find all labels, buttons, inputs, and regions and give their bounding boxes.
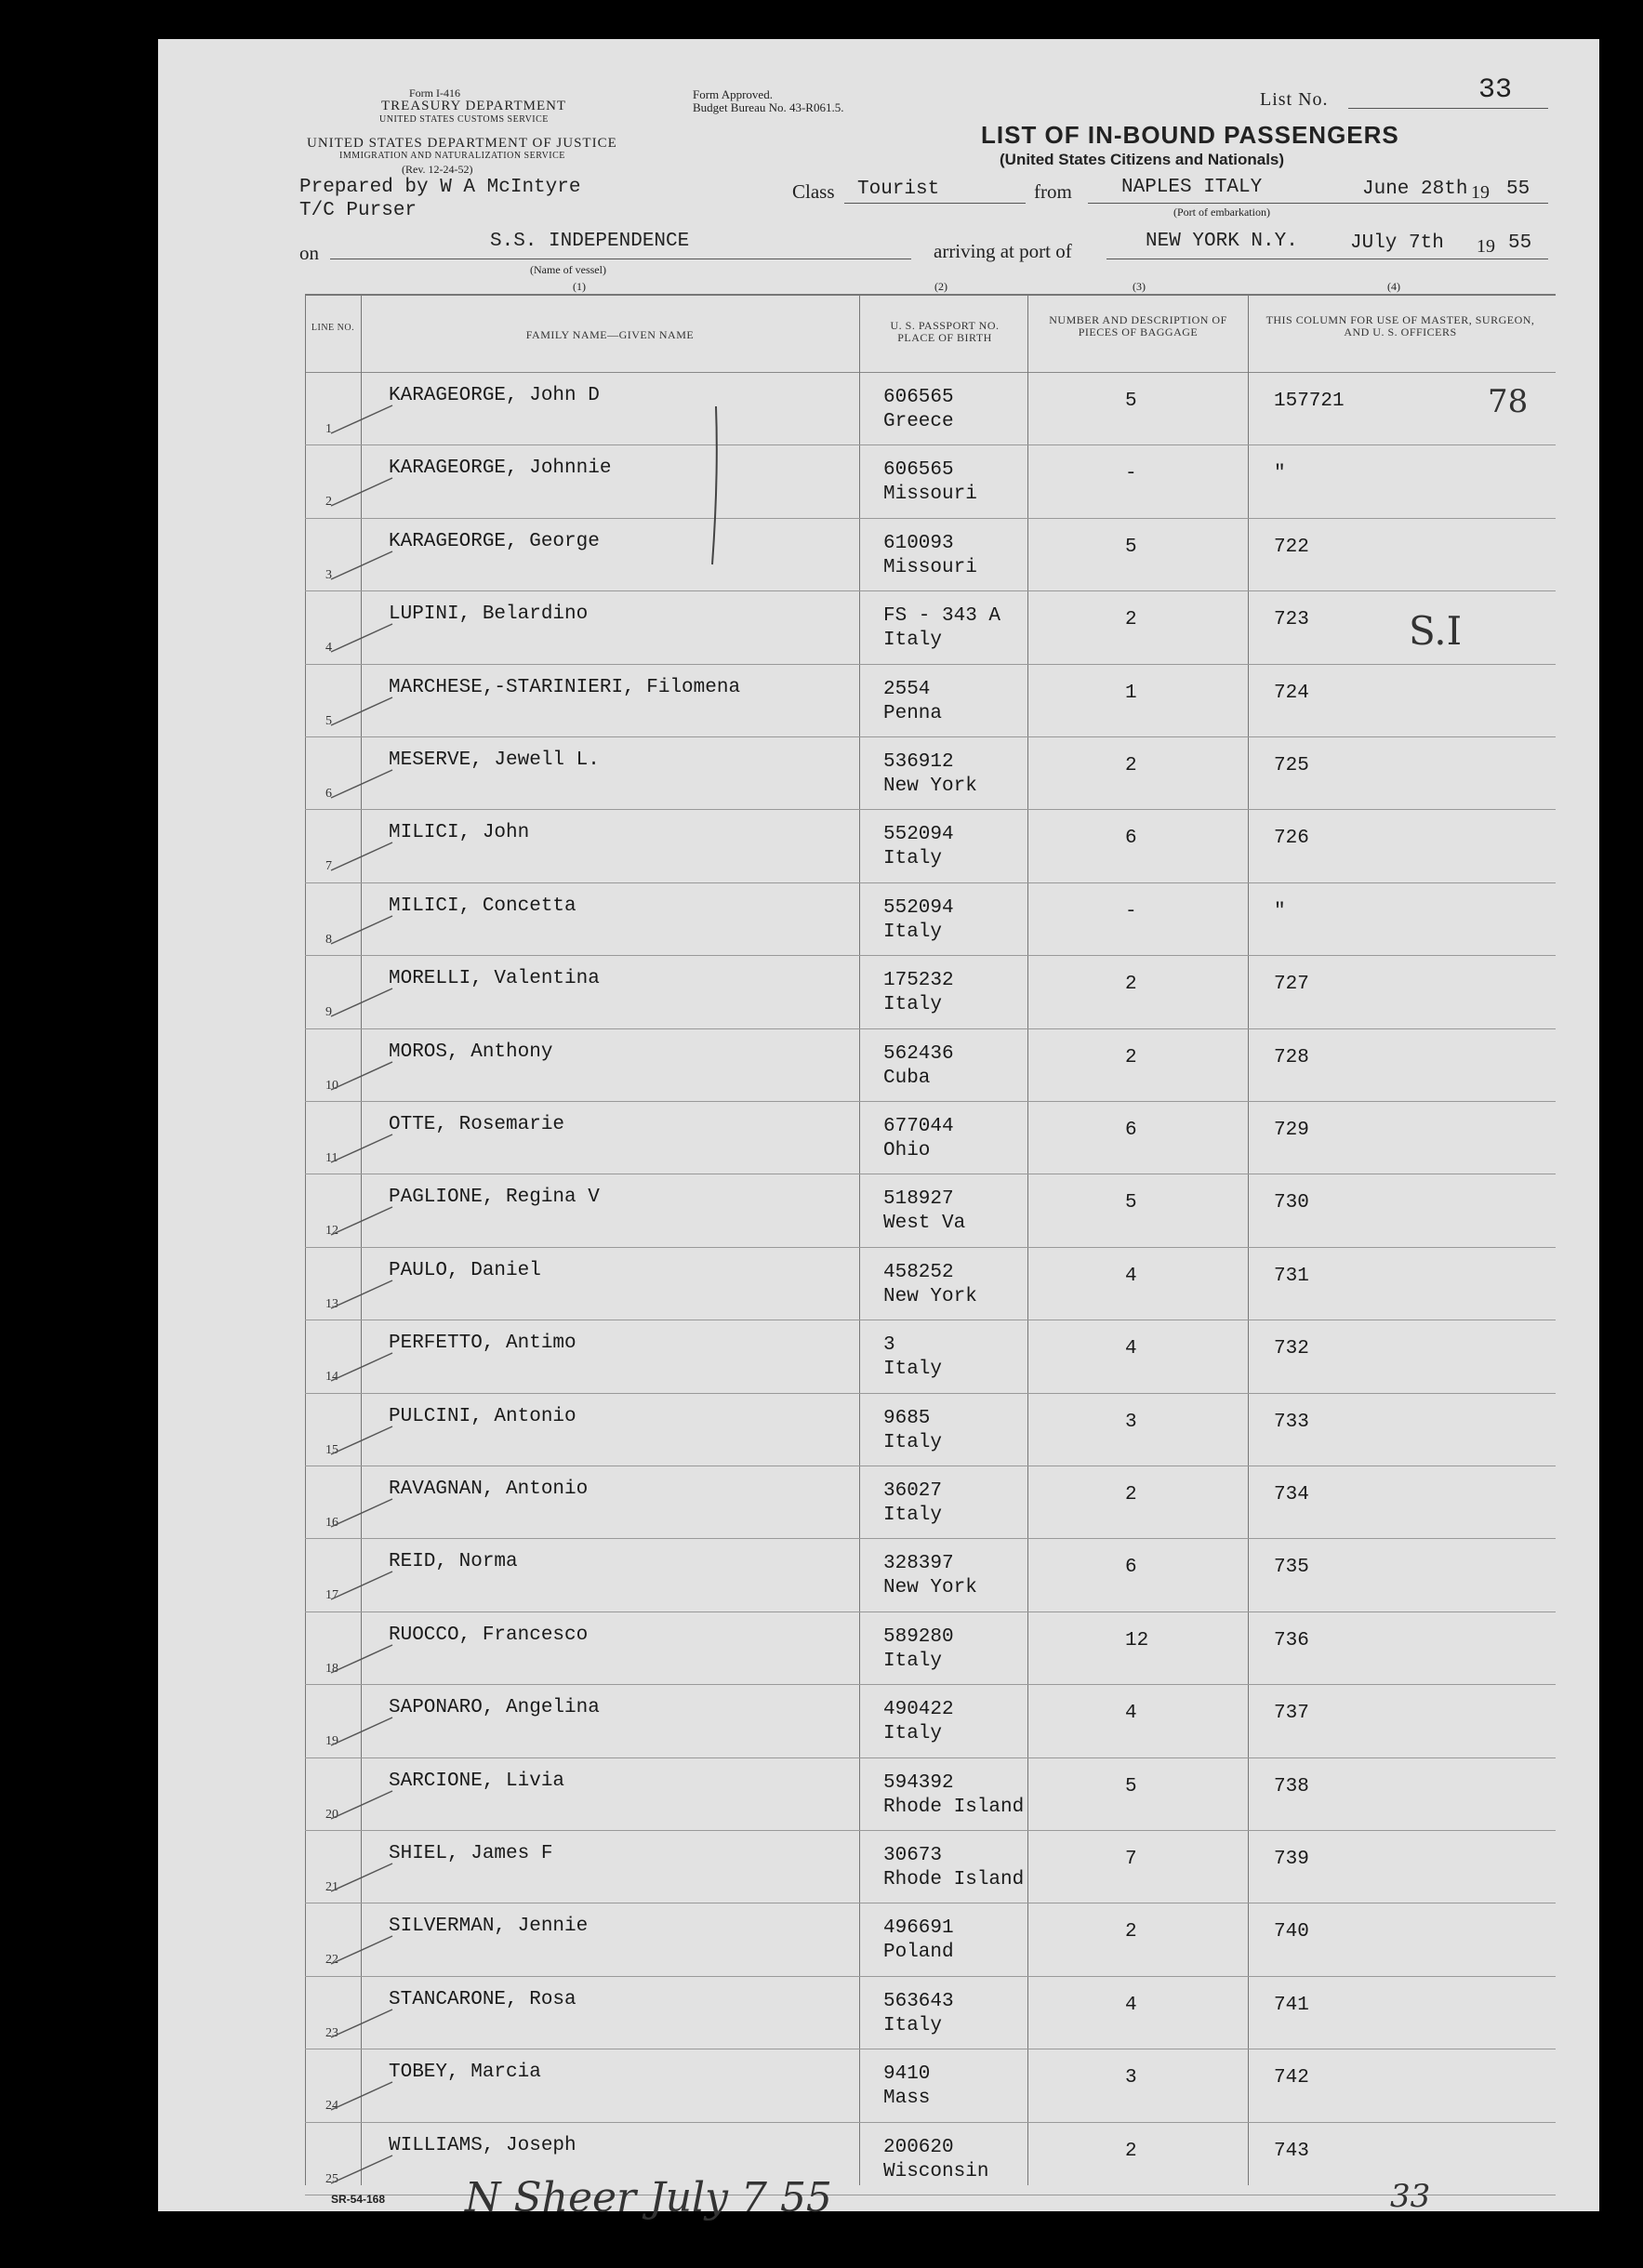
line-number: 7	[325, 859, 332, 874]
officer-number: 731	[1274, 1265, 1309, 1287]
passenger-name: PULCINI, Antonio	[389, 1405, 576, 1427]
handwritten-si-mark: S.I	[1409, 608, 1463, 654]
check-stroke-icon	[327, 764, 402, 802]
place-of-birth: Italy	[883, 1505, 943, 1526]
line-number: 8	[325, 932, 332, 947]
place-of-birth: Penna	[883, 702, 943, 724]
line-number: 25	[325, 2171, 338, 2186]
check-stroke-icon	[327, 2004, 402, 2041]
baggage-count: 4	[1125, 1994, 1137, 2016]
department-of-justice: UNITED STATES DEPARTMENT OF JUSTICE	[307, 136, 617, 151]
year-prefix-departure: 19	[1471, 182, 1490, 203]
passenger-name: KARAGEORGE, Johnnie	[389, 458, 612, 480]
line-number: 10	[325, 1078, 338, 1093]
officer-number: 726	[1274, 828, 1309, 850]
check-stroke-icon	[327, 2150, 402, 2187]
passenger-name: MARCHESE,-STARINIERI, Filomena	[389, 676, 741, 698]
officer-number: 737	[1274, 1703, 1309, 1725]
officer-number: 722	[1274, 536, 1309, 558]
passport-number: 606565	[883, 387, 954, 408]
officer-number: 724	[1274, 682, 1309, 704]
baggage-count: 2	[1125, 1921, 1137, 1943]
passport-number: 518927	[883, 1188, 954, 1211]
officer-number: 735	[1274, 1557, 1309, 1579]
place-of-birth: Italy	[883, 921, 943, 943]
line-number: 15	[325, 1442, 338, 1457]
passport-number: 458252	[883, 1261, 954, 1283]
check-stroke-icon	[327, 2076, 402, 2114]
vessel-name: S.S. INDEPENDENCE	[490, 231, 690, 252]
line-number: 12	[325, 1224, 338, 1239]
prepared-by: Prepared by W A McIntyre	[299, 177, 581, 198]
column-number-1: (1)	[573, 280, 586, 293]
officer-number: "	[1274, 463, 1286, 485]
passenger-name: KARAGEORGE, John D	[389, 385, 600, 406]
place-of-birth: Italy	[883, 1650, 943, 1672]
officer-number: 740	[1274, 1921, 1309, 1943]
check-stroke-icon	[327, 1712, 402, 1749]
passenger-name: WILLIAMS, Joseph	[389, 2134, 576, 2156]
place-of-birth: Mass	[883, 2088, 931, 2110]
treasury-department: TREASURY DEPARTMENT	[381, 99, 567, 113]
check-stroke-icon	[327, 1129, 402, 1166]
passenger-name: SARCIONE, Livia	[389, 1770, 565, 1792]
immigration-service: IMMIGRATION AND NATURALIZATION SERVICE	[339, 151, 565, 161]
check-stroke-icon	[327, 1785, 402, 1823]
handwritten-page-number: 33	[1390, 2178, 1431, 2215]
arrival-year: 55	[1508, 232, 1532, 254]
customs-service: UNITED STATES CUSTOMS SERVICE	[379, 114, 549, 125]
passenger-name: PAGLIONE, Regina V	[389, 1187, 600, 1209]
check-stroke-icon	[327, 400, 402, 437]
passport-number: 552094	[883, 896, 954, 919]
check-stroke-icon	[327, 546, 402, 583]
passenger-name: STANCARONE, Rosa	[389, 1988, 576, 2010]
place-of-birth: Italy	[883, 630, 943, 652]
passport-number: FS - 343 A	[883, 605, 1001, 628]
passport-number: 536912	[883, 751, 954, 773]
checkmark-bracket-icon	[707, 402, 725, 569]
line-number: 3	[325, 567, 332, 582]
line-number: 11	[325, 1151, 338, 1165]
check-stroke-icon	[327, 1493, 402, 1531]
passenger-name: PAULO, Daniel	[389, 1259, 541, 1281]
baggage-count: 2	[1125, 609, 1137, 631]
officer-number: 733	[1274, 1411, 1309, 1433]
baggage-count: 2	[1125, 1484, 1137, 1505]
passenger-name: PERFETTO, Antimo	[389, 1333, 576, 1355]
passport-number: 552094	[883, 824, 954, 846]
passport-number: 589280	[883, 1625, 954, 1648]
passport-number: 9410	[883, 2063, 931, 2086]
baggage-count: 2	[1125, 2140, 1137, 2162]
embarkation-caption: (Port of embarkation)	[1173, 206, 1270, 219]
officer-number: 732	[1274, 1338, 1309, 1360]
document-subtitle: (United States Citizens and Nationals)	[1000, 151, 1285, 168]
column-number-2: (2)	[934, 280, 947, 293]
check-stroke-icon	[327, 1421, 402, 1458]
officer-number: 742	[1274, 2067, 1309, 2089]
form-revision: (Rev. 12-24-52)	[402, 163, 473, 176]
place-of-birth: Wisconsin	[883, 2160, 989, 2182]
column-header-name: FAMILY NAME—GIVEN NAME	[525, 328, 695, 341]
passport-number: 562436	[883, 1042, 954, 1065]
passport-number: 2554	[883, 678, 931, 700]
on-label: on	[299, 242, 319, 264]
passenger-name: MOROS, Anthony	[389, 1041, 553, 1063]
line-number: 13	[325, 1296, 338, 1311]
line-number: 20	[325, 1807, 338, 1822]
officer-number: 727	[1274, 974, 1309, 996]
baggage-count: 6	[1125, 828, 1137, 850]
place-of-birth: New York	[883, 776, 977, 797]
passport-number: 30673	[883, 1845, 943, 1866]
passenger-name: MORELLI, Valentina	[389, 968, 600, 990]
officer-number: 743	[1274, 2140, 1309, 2162]
check-stroke-icon	[327, 1201, 402, 1239]
line-number: 14	[325, 1370, 338, 1385]
officer-number: 739	[1274, 1849, 1309, 1870]
officer-number: 157721	[1274, 391, 1345, 412]
passport-number: 606565	[883, 459, 954, 482]
officer-number: 725	[1274, 755, 1309, 776]
officer-number: 723	[1274, 609, 1309, 631]
check-stroke-icon	[327, 1930, 402, 1968]
place-of-birth: West Va	[883, 1213, 966, 1235]
budget-bureau: Budget Bureau No. 43-R061.5.	[693, 100, 844, 114]
line-number: 17	[325, 1588, 338, 1603]
arriving-label: arriving at port of	[934, 240, 1072, 262]
baggage-count: 2	[1125, 755, 1137, 776]
line-number: 23	[325, 2025, 338, 2040]
line-number: 5	[325, 713, 332, 728]
check-stroke-icon	[327, 1056, 402, 1094]
place-of-birth: Missouri	[883, 556, 977, 578]
baggage-count: 6	[1125, 1120, 1137, 1141]
place-of-birth: New York	[883, 1285, 977, 1307]
passport-number: 175232	[883, 970, 954, 992]
officer-number: 729	[1274, 1120, 1309, 1141]
form-code: SR-54-168	[331, 2193, 386, 2206]
baggage-count: 12	[1125, 1629, 1149, 1651]
passenger-name: LUPINI, Belardino	[389, 603, 589, 626]
passenger-name: MESERVE, Jewell L.	[389, 749, 600, 771]
form-approved: Form Approved.	[693, 87, 773, 101]
passenger-name: RUOCCO, Francesco	[389, 1624, 589, 1646]
baggage-count: -	[1125, 900, 1137, 922]
place-of-birth: Italy	[883, 1431, 943, 1453]
passport-number: 3	[883, 1334, 895, 1357]
baggage-count: 5	[1125, 536, 1137, 558]
baggage-count: 6	[1125, 1557, 1137, 1579]
line-number: 22	[325, 1953, 338, 1968]
port-of-embarkation: NAPLES ITALY	[1121, 177, 1263, 198]
line-number: 19	[325, 1734, 338, 1749]
form-number: Form I-416	[409, 86, 460, 99]
passenger-name: MILICI, John	[389, 822, 530, 844]
place-of-birth: Italy	[883, 848, 943, 870]
place-of-birth: Rhode Island	[883, 1796, 1025, 1818]
departure-year: 55	[1506, 179, 1530, 200]
passenger-name: RAVAGNAN, Antonio	[389, 1479, 589, 1500]
officer-number: 736	[1274, 1629, 1309, 1651]
baggage-count: 5	[1125, 1775, 1137, 1797]
line-number: 2	[325, 495, 332, 510]
baggage-count: 2	[1125, 974, 1137, 996]
passenger-name: MILICI, Concetta	[389, 895, 576, 917]
year-prefix-arrival: 19	[1477, 236, 1495, 257]
place-of-birth: New York	[883, 1577, 977, 1599]
class-label: Class	[792, 180, 835, 203]
place-of-birth: Cuba	[883, 1067, 931, 1089]
baggage-count: -	[1125, 463, 1137, 485]
column-number-3: (3)	[1133, 280, 1146, 293]
place-of-birth: Ohio	[883, 1140, 931, 1161]
place-of-birth: Italy	[883, 1723, 943, 1745]
officer-number: 728	[1274, 1046, 1309, 1068]
passenger-name: SAPONARO, Angelina	[389, 1697, 600, 1719]
departure-date: June 28th	[1362, 179, 1468, 200]
arrival-port: NEW YORK N.Y.	[1146, 231, 1298, 252]
line-number: 1	[325, 422, 332, 436]
passport-number: 677044	[883, 1116, 954, 1137]
officer-number: 730	[1274, 1192, 1309, 1214]
line-number: 18	[325, 1661, 338, 1676]
preparer-title: T/C Purser	[299, 200, 417, 221]
check-stroke-icon	[327, 910, 402, 948]
place-of-birth: Rhode Island	[883, 1869, 1025, 1890]
passport-number: 36027	[883, 1480, 943, 1502]
place-of-birth: Greece	[883, 411, 954, 432]
check-stroke-icon	[327, 1275, 402, 1312]
check-stroke-icon	[327, 1566, 402, 1603]
check-stroke-icon	[327, 618, 402, 656]
check-stroke-icon	[327, 837, 402, 874]
passport-number: 563643	[883, 1990, 954, 2012]
column-header-baggage: NUMBER AND DESCRIPTION OF PIECES OF BAGGAGE	[1049, 313, 1227, 338]
baggage-count: 5	[1125, 1192, 1137, 1214]
line-number: 9	[325, 1005, 332, 1020]
baggage-count: 3	[1125, 2067, 1137, 2089]
handwritten-mark-78: 78	[1488, 383, 1529, 420]
baggage-count: 2	[1125, 1046, 1137, 1068]
baggage-count: 4	[1125, 1338, 1137, 1360]
check-stroke-icon	[327, 692, 402, 729]
passport-number: 594392	[883, 1771, 954, 1794]
arrival-date: JUly 7th	[1350, 232, 1444, 254]
baggage-count: 4	[1125, 1703, 1137, 1725]
passenger-manifest-page	[158, 39, 1599, 2222]
passenger-name: OTTE, Rosemarie	[389, 1114, 565, 1135]
vessel-caption: (Name of vessel)	[530, 263, 606, 276]
check-stroke-icon	[327, 472, 402, 510]
passenger-name: SHIEL, James F	[389, 1843, 553, 1864]
list-number-label: List No.	[1260, 89, 1329, 110]
document-title: LIST OF IN-BOUND PASSENGERS	[981, 121, 1399, 149]
passenger-name: TOBEY, Marcia	[389, 2062, 541, 2084]
column-header-officers: THIS COLUMN FOR USE OF MASTER, SURGEON, AND U. S. OFFICERS	[1265, 313, 1535, 338]
handwritten-signature: N Sheer July 7 55	[465, 2174, 832, 2222]
passport-number: 200620	[883, 2136, 954, 2158]
officer-number: 738	[1274, 1775, 1309, 1797]
passport-number: 610093	[883, 532, 954, 554]
check-stroke-icon	[327, 1858, 402, 1895]
from-label: from	[1034, 180, 1072, 203]
class-value: Tourist	[857, 179, 940, 200]
line-number: 21	[325, 1880, 338, 1894]
column-header-line-no: LINE NO.	[311, 323, 355, 333]
line-number: 24	[325, 2099, 338, 2114]
passenger-name: SILVERMAN, Jennie	[389, 1916, 589, 1938]
passport-number: 496691	[883, 1917, 954, 1940]
column-header-passport: U. S. PASSPORT NO. PLACE OF BIRTH	[890, 319, 1000, 344]
passport-number: 328397	[883, 1553, 954, 1575]
place-of-birth: Missouri	[883, 484, 977, 506]
passport-number: 490422	[883, 1699, 954, 1721]
passport-number: 9685	[883, 1407, 931, 1429]
baggage-count: 1	[1125, 682, 1137, 704]
officer-number: 734	[1274, 1484, 1309, 1505]
baggage-count: 5	[1125, 391, 1137, 412]
baggage-count: 4	[1125, 1265, 1137, 1287]
baggage-count: 3	[1125, 1411, 1137, 1433]
line-number: 6	[325, 787, 332, 801]
passenger-name: KARAGEORGE, George	[389, 530, 600, 552]
place-of-birth: Italy	[883, 1359, 943, 1381]
place-of-birth: Italy	[883, 994, 943, 1016]
line-number: 4	[325, 641, 332, 656]
check-stroke-icon	[327, 1347, 402, 1385]
baggage-count: 7	[1125, 1849, 1137, 1870]
officer-number: 741	[1274, 1994, 1309, 2016]
line-number: 16	[325, 1516, 338, 1530]
check-stroke-icon	[327, 1639, 402, 1677]
list-number: 33	[1478, 74, 1513, 106]
place-of-birth: Poland	[883, 1942, 954, 1964]
officer-number: "	[1274, 900, 1286, 922]
place-of-birth: Italy	[883, 2014, 943, 2036]
check-stroke-icon	[327, 983, 402, 1020]
column-number-4: (4)	[1387, 280, 1400, 293]
passenger-name: REID, Norma	[389, 1551, 518, 1573]
